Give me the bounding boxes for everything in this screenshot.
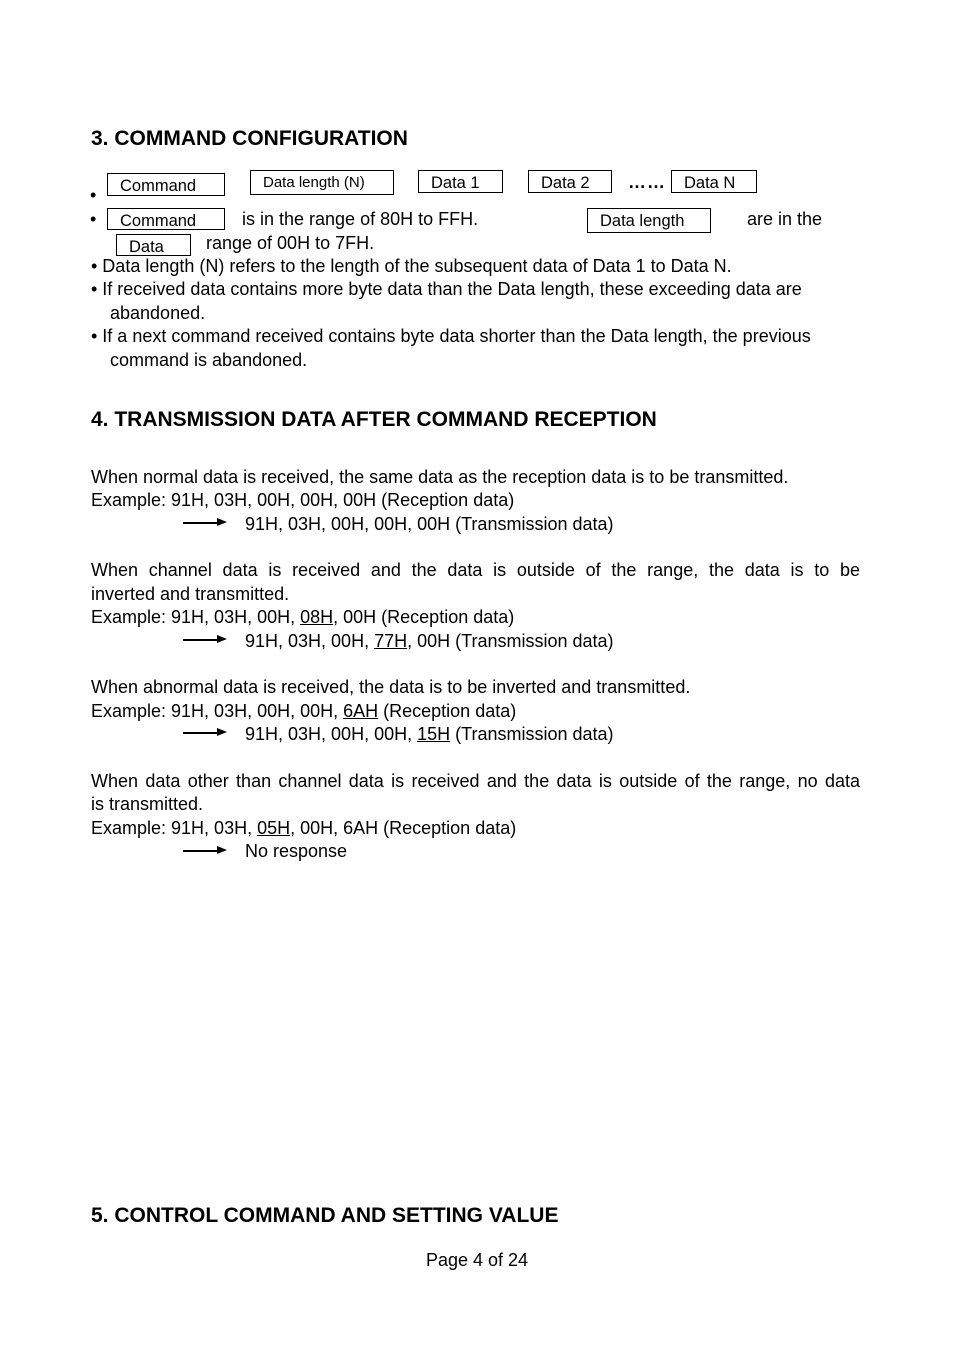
section-4-title: 4. TRANSMISSION DATA AFTER COMMAND RECEPTION — [91, 408, 657, 431]
datan-box: Data N — [671, 170, 757, 193]
data-range-text: range of 00H to 7FH. — [206, 233, 375, 253]
example-3-reception: Example: 91H, 03H, 00H, 00H, 6AH (Reception data) — [91, 701, 517, 721]
other-data-text-l2: is transmitted. — [91, 794, 204, 814]
other-data-text-l1: When data other than channel data is received and the data is outside of the range, no data — [91, 771, 860, 791]
section-3-title: 3. COMMAND CONFIGURATION — [91, 127, 408, 150]
page-number: Page 4 of 24 — [425, 1250, 529, 1270]
bullet: • — [90, 209, 97, 229]
bullet: • — [90, 185, 97, 205]
example-1-reception: Example: 91H, 03H, 00H, 00H, 00H (Reception data) — [91, 490, 515, 510]
channel-data-text-l1: When channel data is received and the data is outside of the range, the data is to be — [91, 560, 860, 580]
right-arrow-icon — [183, 728, 227, 738]
example-1-transmission: 91H, 03H, 00H, 00H, 00H (Transmission data) — [245, 514, 614, 534]
right-arrow-icon — [183, 846, 227, 856]
bullet-exceeding-l2: abandoned. — [110, 303, 206, 323]
bullet-shorter-l1: • If a next command received contains byte data shorter than the Data length, the previous — [91, 326, 811, 346]
section-5-title: 5. CONTROL COMMAND AND SETTING VALUE — [91, 1204, 559, 1227]
channel-data-text-l2: inverted and transmitted. — [91, 584, 290, 604]
bullet-data-length: • Data length (N) refers to the length of the subsequent data of Data 1 to Data N. — [91, 256, 732, 276]
command-range-text: is in the range of 80H to FFH. — [242, 209, 479, 229]
example-2-transmission: 91H, 03H, 00H, 77H, 00H (Transmission data) — [245, 631, 614, 651]
right-arrow-icon — [183, 635, 227, 645]
are-in-the-text: are in the — [747, 209, 823, 229]
data1-box: Data 1 — [418, 170, 503, 193]
bullet-shorter-l2: command is abandoned. — [110, 350, 308, 370]
command-box: Command — [107, 173, 225, 196]
example-4-no-response: No response — [245, 841, 348, 861]
example-2-reception: Example: 91H, 03H, 00H, 08H, 00H (Reception data) — [91, 607, 515, 627]
data-box: Data — [116, 234, 191, 256]
ellipsis-dots: …… — [628, 172, 666, 192]
data2-box: Data 2 — [528, 170, 612, 193]
bullet-exceeding-l1: • If received data contains more byte data than the Data length, these exceeding data are — [91, 279, 802, 299]
example-3-transmission: 91H, 03H, 00H, 00H, 15H (Transmission data) — [245, 724, 614, 744]
right-arrow-icon — [183, 518, 227, 528]
data-length-box: Data length (N) — [250, 170, 394, 195]
command-box-2: Command — [107, 208, 225, 230]
data-length-box-2: Data length — [587, 208, 711, 233]
abnormal-data-text: When abnormal data is received, the data is to be inverted and transmitted. — [91, 677, 691, 697]
example-4-reception: Example: 91H, 03H, 05H, 00H, 6AH (Reception data) — [91, 818, 517, 838]
normal-data-text: When normal data is received, the same data as the reception data is to be transmitted. — [91, 467, 789, 487]
